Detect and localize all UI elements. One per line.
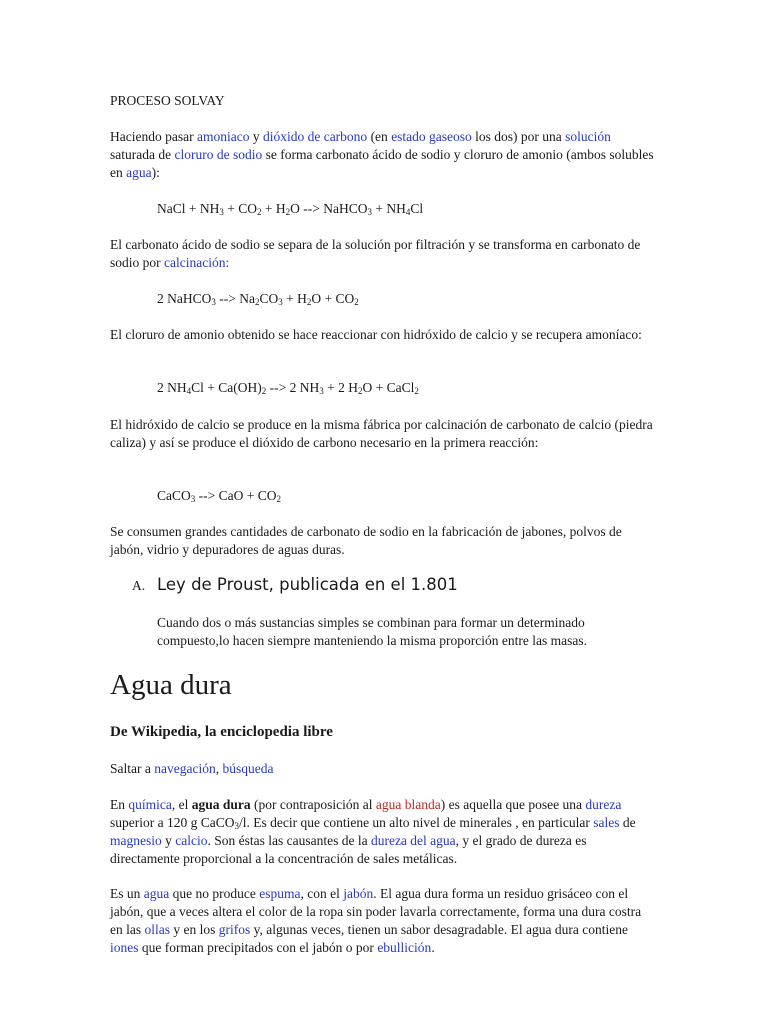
equation-2: 2 NaHCO$_3$ --> $Na_2CO_3 + H_2O + CO_2$ [157,291,359,307]
link-busqueda[interactable]: búsqueda [222,761,274,776]
link-sales[interactable]: sales [593,815,620,830]
equation-3: 2 $NH_4Cl + Ca(OH)_2$ --> 2 $NH_3 + 2$ $H_2O$ + CaCl$_2$ [157,380,419,396]
equation-4: CaCO$_3$ --> CaO + $CO_2$ [157,488,281,504]
link-dureza-del-agua[interactable]: dureza del agua [370,833,456,848]
link-grifos[interactable]: grifos [218,922,251,937]
solvay-paragraph-2: El carbonato ácido de sodio se separa de la solución por filtración y se transforma en carbonato de sodio por calcinación: [110,237,641,270]
link-agua-blanda[interactable]: agua blanda [375,797,441,812]
link-agua-2[interactable]: agua [143,886,170,901]
solvay-paragraph-4: El hidróxido de calcio se produce en la misma fábrica por calcinación de carbonato de calcio (piedra caliza) y así se produce el dióxido de carbono necesario en la primera reacción: [110,417,653,450]
link-cloruro-de-sodio[interactable]: cloruro de sodio [174,147,263,162]
link-agua[interactable]: agua [126,165,152,180]
solvay-title: PROCESO SOLVAY [110,93,225,108]
link-quimica[interactable]: química [128,797,172,812]
link-dureza[interactable]: dureza [585,797,622,812]
link-amoniaco[interactable]: amoniaco [196,129,250,144]
solvay-paragraph-3: El cloruro de amonio obtenido se hace reaccionar con hidróxido de calcio y se recupera amoníaco: [110,327,642,342]
link-calcinacion[interactable]: calcinación: [164,255,230,270]
link-solucion[interactable]: solución [565,129,611,144]
agua-paragraph-1: En química, el agua dura (por contraposición al agua blanda) es aquella que posee una dureza superior a 120 g CaCO$_3$/l. Es decir que contiene un alto nivel de minerales , en particular sales de magnesio y calcio. Son éstas las causantes de la dureza del agua, y el grado de dureza es directamente proporcional a la concentración de sales metálicas. [110,797,636,866]
link-calcio[interactable]: calcio [175,833,208,848]
bold-agua-dura: agua dura [191,797,251,812]
link-navegacion[interactable]: navegación [154,761,216,776]
proust-heading-text: Ley de Proust, publicada en el 1.801 [157,575,458,594]
proust-text: Cuando dos o más sustancias simples se combinan para formar un determinado compuesto,lo hacen siempre manteniendo la misma proporción entre las masas. [157,615,587,648]
agua-paragraph-2: Es un agua que no produce espuma, con el jabón. El agua dura forma un residuo grisáceo con el jabón, que a veces altera el color de la ropa sin poder lavarla correctamente, forma una dura costra en las ollas y en los grifos y, algunas veces, tienen un sabor desagradable. El agua dura contiene iones que forman precipitados con el jabón o por ebullición. [110,886,642,955]
jump-links: Saltar a navegación, búsqueda [110,761,274,776]
list-marker: A. [132,578,146,593]
link-dioxido-de-carbono[interactable]: dióxido de carbono [262,129,368,144]
link-ebullicion[interactable]: ebullición [377,940,432,955]
proust-heading [132,574,458,597]
link-ollas[interactable]: ollas [144,922,170,937]
solvay-paragraph-5: Se consumen grandes cantidades de carbonato de sodio en la fabricación de jabones, polvos de jabón, vidrio y depuradores de aguas duras. [110,524,622,557]
page-subtitle: De Wikipedia, la enciclopedia libre [110,724,333,740]
link-estado-gaseoso[interactable]: estado gaseoso [391,129,472,144]
solvay-paragraph-1: Haciendo pasar amoniaco y dióxido de carbono (en estado gaseoso los dos) por una solución saturada de cloruro de sodio se forma carbonato ácido de sodio y cloruro de amonio (ambos solubles en agua): [110,129,654,180]
link-iones[interactable]: iones [110,940,139,955]
link-espuma[interactable]: espuma [259,886,301,901]
page-title: Agua dura [110,669,232,701]
link-magnesio[interactable]: magnesio [110,833,162,848]
link-jabon[interactable]: jabón [343,886,374,901]
equation-1: NaCl + $NH_3 + CO_2 + H_2O$ --> NaHCO$_3$ + $NH_4Cl$ [157,201,424,217]
